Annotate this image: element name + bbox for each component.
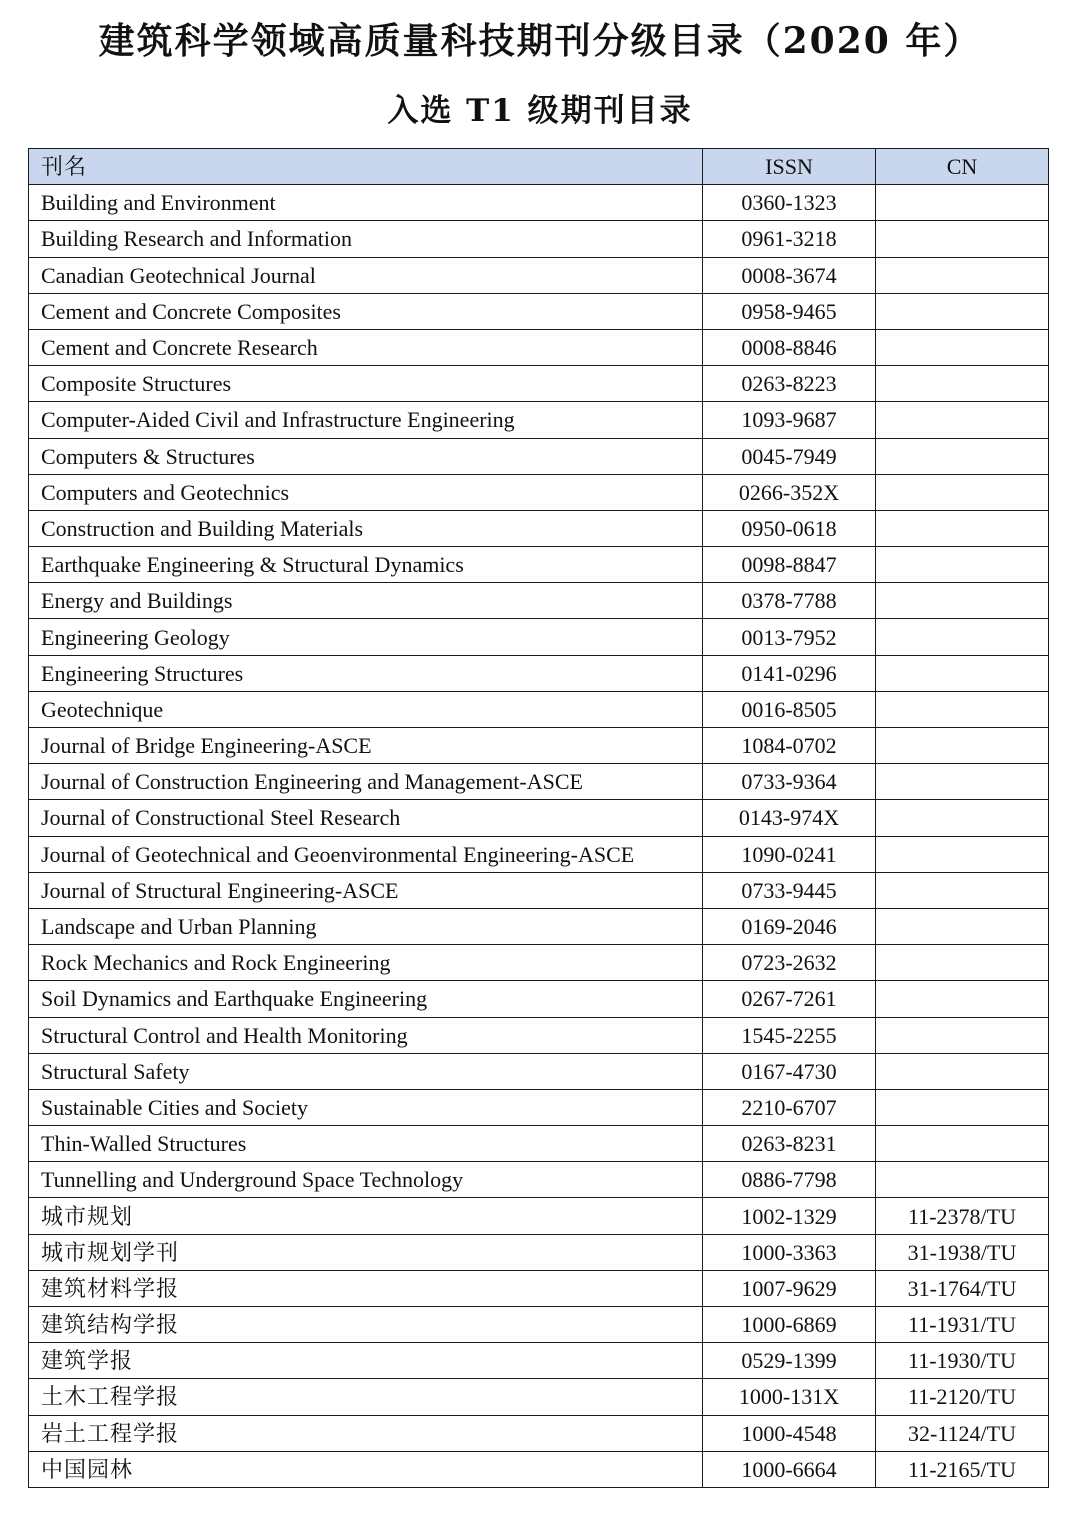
table-row (29, 510, 1049, 546)
cn-cell (876, 728, 1049, 764)
issn-cell: 0167-4730 (703, 1053, 876, 1089)
issn-cell: 0013-7952 (703, 619, 876, 655)
table-row (29, 293, 1049, 329)
journal-name-cell: Cement and Concrete Composites (29, 293, 703, 329)
cn-cell (876, 438, 1049, 474)
table-row (29, 981, 1049, 1017)
table-row (29, 1234, 1049, 1270)
cn-cell (876, 402, 1049, 438)
issn-cell: 0378-7788 (703, 583, 876, 619)
cn-cell (876, 474, 1049, 510)
cn-cell (876, 510, 1049, 546)
cn-cell (876, 257, 1049, 293)
table-row (29, 474, 1049, 510)
journal-name-cell: 建筑学报 (29, 1343, 703, 1379)
cn-cell: 11-2120/TU (876, 1379, 1049, 1415)
issn-cell: 0886-7798 (703, 1162, 876, 1198)
issn-cell: 0950-0618 (703, 510, 876, 546)
cn-cell (876, 945, 1049, 981)
header-journal-name: 刊名 (29, 149, 703, 185)
cn-cell (876, 1017, 1049, 1053)
issn-cell: 0723-2632 (703, 945, 876, 981)
issn-cell: 1090-0241 (703, 836, 876, 872)
issn-cell: 0045-7949 (703, 438, 876, 474)
issn-cell: 2210-6707 (703, 1089, 876, 1125)
journal-name-cell: 城市规划学刊 (29, 1234, 703, 1270)
table-row (29, 945, 1049, 981)
table-row (29, 402, 1049, 438)
table-row (29, 691, 1049, 727)
issn-cell: 0958-9465 (703, 293, 876, 329)
table-header-row (29, 149, 1049, 185)
cn-cell: 31-1764/TU (876, 1270, 1049, 1306)
journal-name-cell: Sustainable Cities and Society (29, 1089, 703, 1125)
cn-cell (876, 908, 1049, 944)
journal-name-cell: Earthquake Engineering & Structural Dynamics (29, 547, 703, 583)
journal-name-cell: 中国园林 (29, 1451, 703, 1487)
issn-cell: 0143-974X (703, 800, 876, 836)
journal-name-cell: Structural Control and Health Monitoring (29, 1017, 703, 1053)
cn-cell: 11-1930/TU (876, 1343, 1049, 1379)
cn-cell (876, 619, 1049, 655)
table-row (29, 185, 1049, 221)
issn-cell: 0098-8847 (703, 547, 876, 583)
table-row (29, 764, 1049, 800)
table-row (29, 329, 1049, 365)
journal-name-cell: 土木工程学报 (29, 1379, 703, 1415)
cn-cell: 31-1938/TU (876, 1234, 1049, 1270)
issn-cell: 0263-8223 (703, 366, 876, 402)
journal-name-cell: Computer-Aided Civil and Infrastructure Engineering (29, 402, 703, 438)
issn-cell: 0169-2046 (703, 908, 876, 944)
issn-cell: 1000-3363 (703, 1234, 876, 1270)
header-issn: ISSN (703, 149, 876, 185)
table-row (29, 1126, 1049, 1162)
journal-name-cell: Canadian Geotechnical Journal (29, 257, 703, 293)
journal-name-cell: Journal of Constructional Steel Research (29, 800, 703, 836)
journal-name-cell: Journal of Construction Engineering and Management-ASCE (29, 764, 703, 800)
journal-name-cell: Soil Dynamics and Earthquake Engineering (29, 981, 703, 1017)
table-row (29, 800, 1049, 836)
issn-cell: 1007-9629 (703, 1270, 876, 1306)
issn-cell: 0141-0296 (703, 655, 876, 691)
table-row (29, 366, 1049, 402)
cn-cell (876, 1089, 1049, 1125)
issn-cell: 0008-8846 (703, 329, 876, 365)
journal-name-cell: 建筑材料学报 (29, 1270, 703, 1306)
table-row (29, 1162, 1049, 1198)
journal-name-cell: Geotechnique (29, 691, 703, 727)
cn-cell (876, 800, 1049, 836)
journal-name-cell: Landscape and Urban Planning (29, 908, 703, 944)
issn-cell: 1000-4548 (703, 1415, 876, 1451)
journal-name-cell: Rock Mechanics and Rock Engineering (29, 945, 703, 981)
journal-name-cell: Computers & Structures (29, 438, 703, 474)
table-row (29, 1415, 1049, 1451)
table-row (29, 908, 1049, 944)
table-row (29, 1198, 1049, 1234)
table-row (29, 1089, 1049, 1125)
cn-cell (876, 547, 1049, 583)
journal-name-cell: Thin-Walled Structures (29, 1126, 703, 1162)
table-row (29, 438, 1049, 474)
issn-cell: 1000-6869 (703, 1307, 876, 1343)
cn-cell (876, 836, 1049, 872)
issn-cell: 1002-1329 (703, 1198, 876, 1234)
journal-name-cell: Construction and Building Materials (29, 510, 703, 546)
cn-cell: 11-2165/TU (876, 1451, 1049, 1487)
table-row (29, 728, 1049, 764)
journal-name-cell: Journal of Geotechnical and Geoenvironmental Engineering-ASCE (29, 836, 703, 872)
journal-name-cell: Cement and Concrete Research (29, 329, 703, 365)
cn-cell (876, 293, 1049, 329)
journal-name-cell: Composite Structures (29, 366, 703, 402)
journal-name-cell: Engineering Geology (29, 619, 703, 655)
issn-cell: 1093-9687 (703, 402, 876, 438)
cn-cell (876, 655, 1049, 691)
issn-cell: 1545-2255 (703, 1017, 876, 1053)
cn-cell (876, 1126, 1049, 1162)
journal-name-cell: Engineering Structures (29, 655, 703, 691)
issn-cell: 0008-3674 (703, 257, 876, 293)
issn-cell: 0733-9364 (703, 764, 876, 800)
journal-name-cell: 建筑结构学报 (29, 1307, 703, 1343)
table-body (29, 185, 1049, 1488)
cn-cell: 11-1931/TU (876, 1307, 1049, 1343)
journal-name-cell: Building and Environment (29, 185, 703, 221)
cn-cell (876, 764, 1049, 800)
cn-cell (876, 981, 1049, 1017)
table-row (29, 619, 1049, 655)
table-row (29, 1017, 1049, 1053)
journal-name-cell: Computers and Geotechnics (29, 474, 703, 510)
issn-cell: 0263-8231 (703, 1126, 876, 1162)
issn-cell: 1084-0702 (703, 728, 876, 764)
journal-name-cell: Building Research and Information (29, 221, 703, 257)
cn-cell: 32-1124/TU (876, 1415, 1049, 1451)
cn-cell (876, 1053, 1049, 1089)
table-row (29, 836, 1049, 872)
issn-cell: 0529-1399 (703, 1343, 876, 1379)
cn-cell (876, 872, 1049, 908)
table-row (29, 1053, 1049, 1089)
journal-table (28, 148, 1049, 1488)
table-row (29, 1270, 1049, 1306)
table-row (29, 547, 1049, 583)
table-row (29, 872, 1049, 908)
table-row (29, 257, 1049, 293)
issn-cell: 0266-352X (703, 474, 876, 510)
cn-cell (876, 1162, 1049, 1198)
table-row (29, 583, 1049, 619)
journal-name-cell: Journal of Bridge Engineering-ASCE (29, 728, 703, 764)
cn-cell (876, 329, 1049, 365)
issn-cell: 0961-3218 (703, 221, 876, 257)
table-row (29, 655, 1049, 691)
issn-cell: 1000-6664 (703, 1451, 876, 1487)
cn-cell: 11-2378/TU (876, 1198, 1049, 1234)
document-title: 建筑科学领域高质量科技期刊分级目录（2020 年） (98, 20, 982, 62)
issn-cell: 0016-8505 (703, 691, 876, 727)
cn-cell (876, 221, 1049, 257)
issn-cell: 0267-7261 (703, 981, 876, 1017)
document-subtitle: 入选 T1 级期刊目录 (387, 93, 693, 129)
issn-cell: 1000-131X (703, 1379, 876, 1415)
table-row (29, 1343, 1049, 1379)
table-row (29, 221, 1049, 257)
table-row (29, 1379, 1049, 1415)
journal-name-cell: Energy and Buildings (29, 583, 703, 619)
issn-cell: 0360-1323 (703, 185, 876, 221)
table-row (29, 1307, 1049, 1343)
journal-name-cell: Journal of Structural Engineering-ASCE (29, 872, 703, 908)
journal-name-cell: 岩土工程学报 (29, 1415, 703, 1451)
cn-cell (876, 583, 1049, 619)
cn-cell (876, 185, 1049, 221)
journal-name-cell: 城市规划 (29, 1198, 703, 1234)
journal-name-cell: Structural Safety (29, 1053, 703, 1089)
header-cn: CN (876, 149, 1049, 185)
issn-cell: 0733-9445 (703, 872, 876, 908)
cn-cell (876, 691, 1049, 727)
table-row (29, 1451, 1049, 1487)
journal-name-cell: Tunnelling and Underground Space Technology (29, 1162, 703, 1198)
cn-cell (876, 366, 1049, 402)
